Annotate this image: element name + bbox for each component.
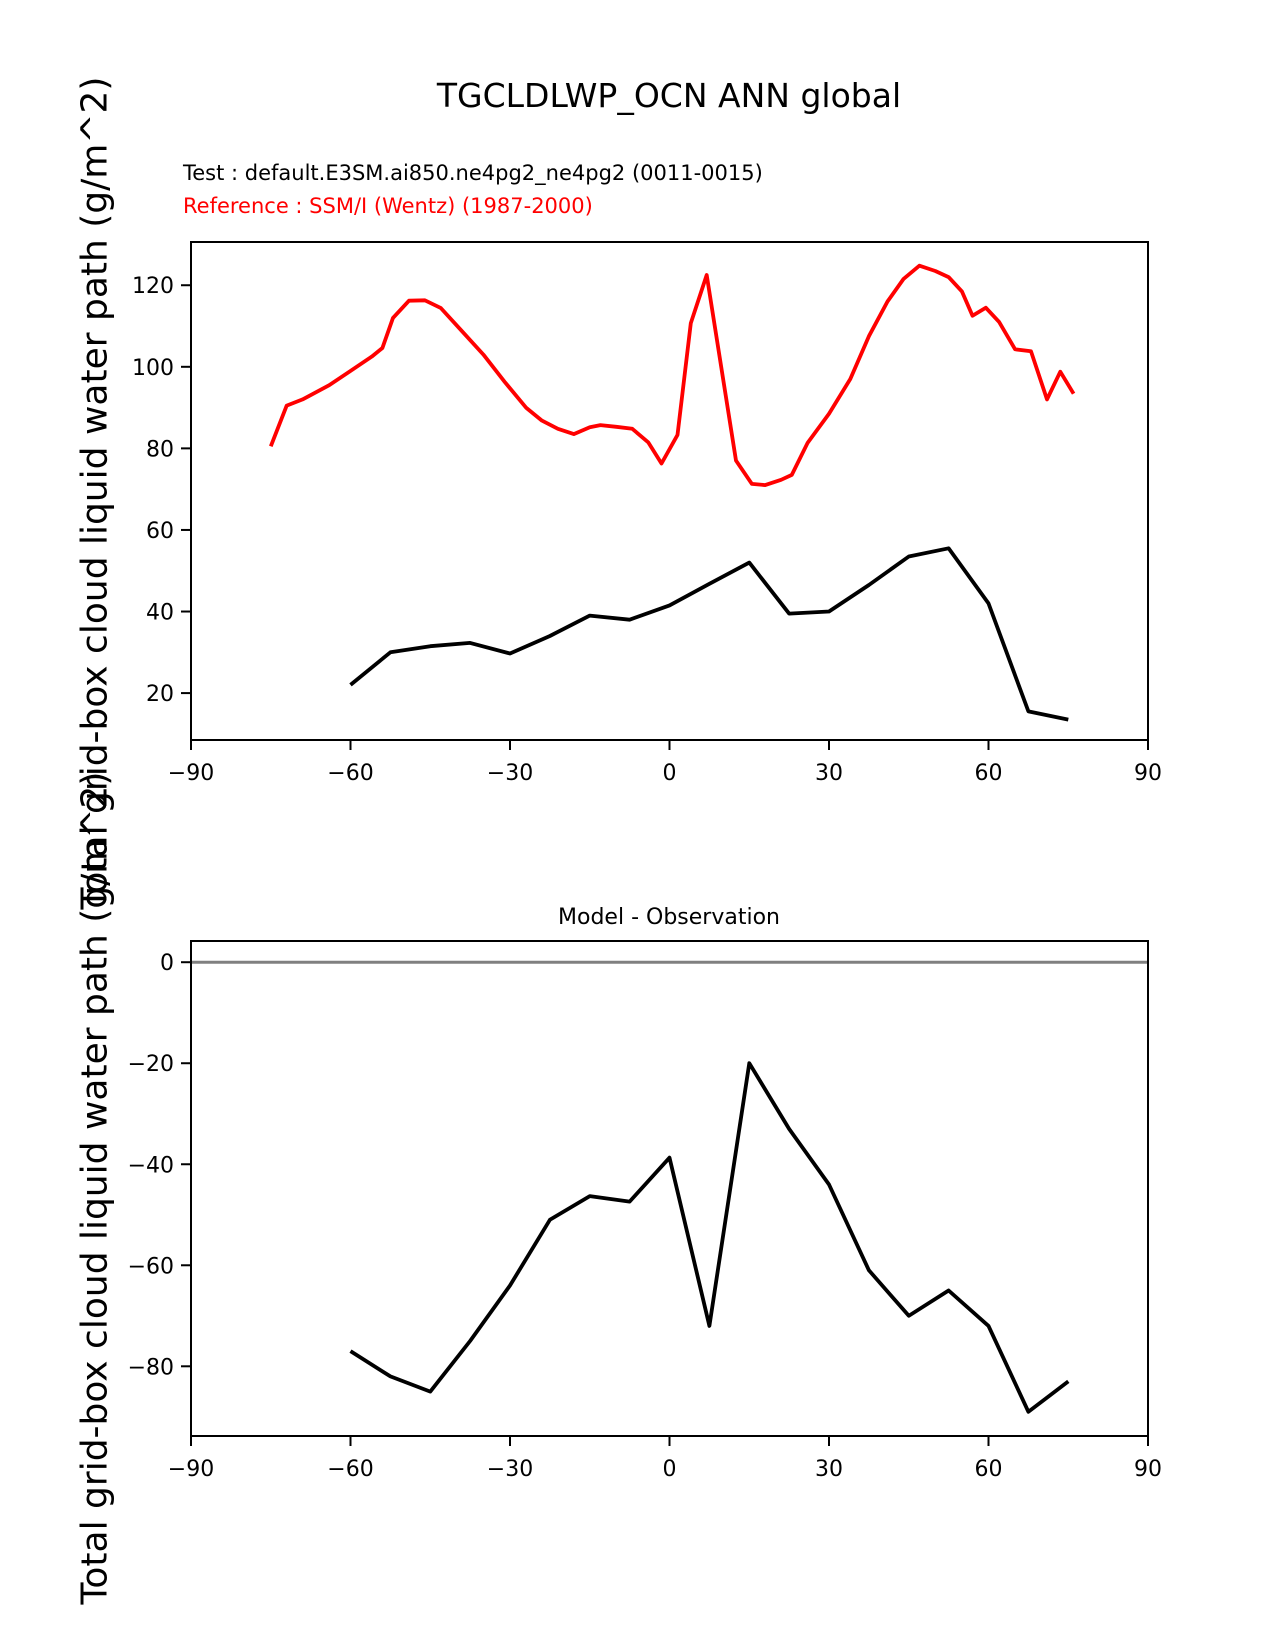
x-tick-label: −30 — [486, 1457, 534, 1482]
x-tick-label: 0 — [662, 1457, 677, 1482]
x-tick-label: 90 — [1134, 761, 1162, 786]
y-tick-label: 80 — [146, 437, 174, 463]
reference-subtitle: Reference : SSM/I (Wentz) (1987-2000) — [183, 194, 593, 218]
x-tick-label: 30 — [815, 761, 843, 786]
x-tick-label: −30 — [486, 761, 534, 786]
figure-title: TGCLDLWP_OCN ANN global — [436, 76, 902, 115]
y-tick-label: −60 — [127, 1254, 174, 1280]
x-tick-label: −60 — [327, 1457, 374, 1482]
x-tick-label: 60 — [974, 761, 1003, 786]
y-tick-label: 100 — [132, 355, 174, 381]
x-tick-label: 0 — [662, 761, 677, 786]
y-tick-label: 60 — [146, 518, 174, 544]
y-tick-label: 0 — [160, 951, 174, 977]
y-tick-label: −80 — [127, 1355, 174, 1381]
x-tick-label: −90 — [167, 1457, 215, 1482]
x-tick-label: 30 — [815, 1457, 843, 1482]
y-tick-label: 20 — [146, 682, 174, 708]
y-tick-label: 40 — [146, 600, 174, 626]
x-tick-label: 60 — [974, 1457, 1003, 1482]
reference-line — [271, 266, 1074, 485]
x-tick-label: −90 — [167, 761, 215, 786]
y-tick-label: −40 — [127, 1153, 174, 1179]
test-line — [351, 548, 1069, 719]
x-tick-label: −60 — [327, 761, 374, 786]
x-tick-label: 90 — [1134, 1457, 1162, 1482]
test-subtitle: Test : default.E3SM.ai850.ne4pg2_ne4pg2 (0011-0015) — [183, 161, 763, 185]
y-axis-label-bottom: Total grid-box cloud liquid water path (g/m^2) — [74, 771, 116, 1605]
axes-frame — [191, 242, 1148, 740]
y-axis-label-top: Total grid-box cloud liquid water path (g/m^2) — [74, 76, 116, 910]
y-tick-label: −20 — [127, 1052, 174, 1078]
difference-plot-title: Model - Observation — [558, 905, 780, 930]
difference-line — [351, 1063, 1069, 1412]
y-tick-label: 120 — [132, 274, 174, 300]
